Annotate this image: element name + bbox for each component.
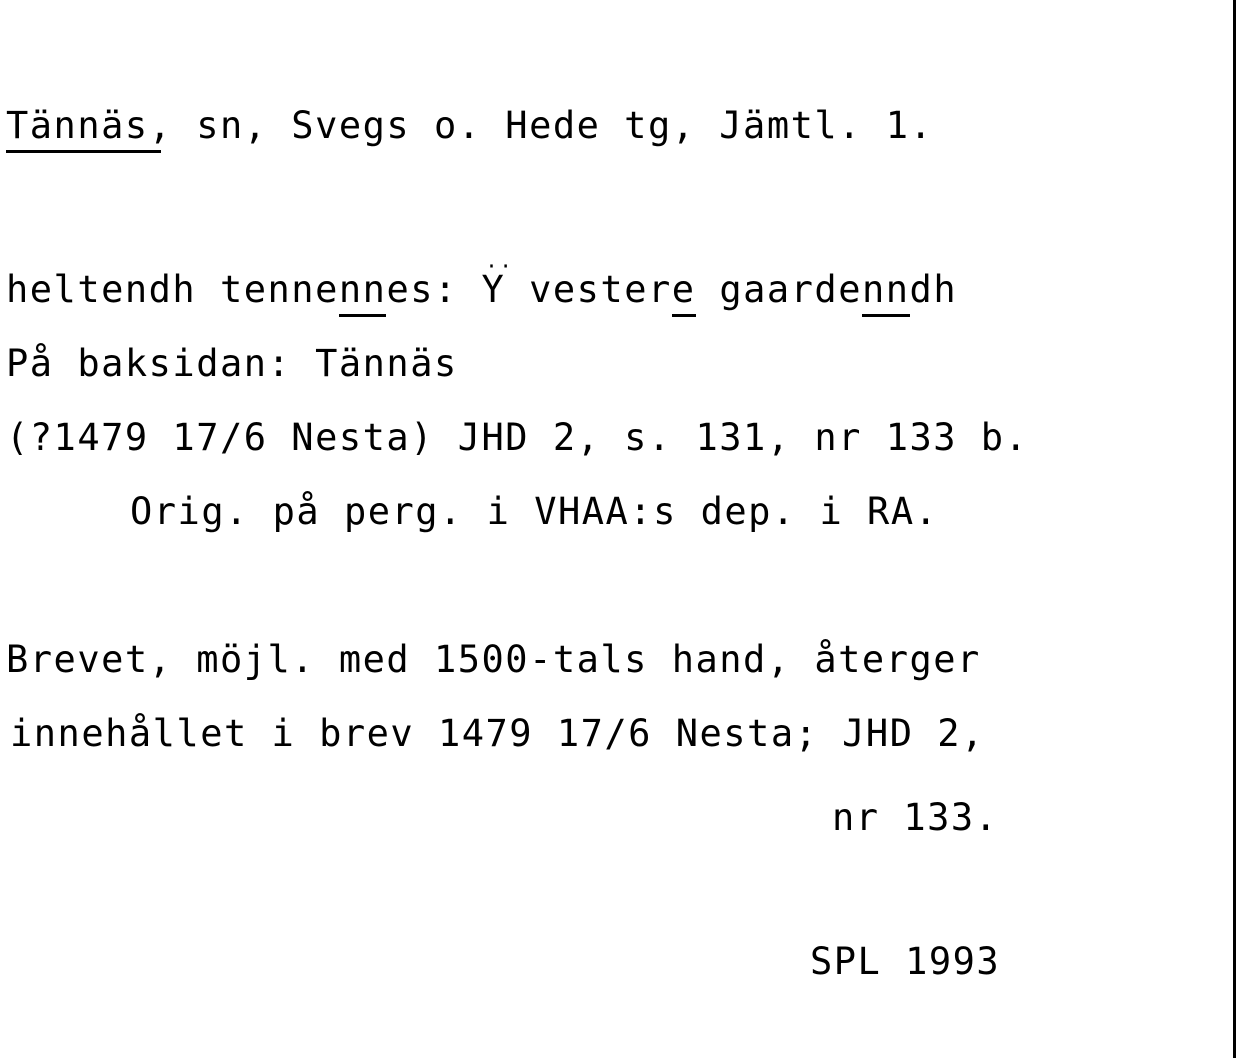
quoted-form-part: gaarde <box>695 268 862 311</box>
handwritten-y-dots: ·· <box>485 254 514 278</box>
quoted-form-part: dh <box>909 268 958 311</box>
quoted-form-part: vester <box>505 268 672 311</box>
place-name: Tännäs <box>6 104 149 147</box>
quoted-form-underlined-part: nn <box>861 268 910 311</box>
note-line-3: nr 133. <box>832 796 999 839</box>
heading-line <box>6 104 933 148</box>
card-right-edge <box>1233 0 1236 1058</box>
signature: SPL 1993 <box>810 940 1001 983</box>
quoted-form-part: es: <box>386 268 482 311</box>
place-description: , sn, Svegs o. Hede tg, Jämtl. 1. <box>148 104 934 147</box>
quoted-form-underlined-part: nn <box>338 268 387 311</box>
quoted-form-underlined-part: e <box>671 268 696 311</box>
handwritten-y-mark <box>481 254 514 312</box>
original-location-line: Orig. på perg. i VHAA:s dep. i RA. <box>130 490 939 533</box>
quoted-form-line <box>6 254 958 312</box>
note-line-2: innehållet i brev 1479 17/6 Nesta; JHD 2, <box>10 712 985 755</box>
quoted-form-part: heltendh tenne <box>6 268 339 311</box>
reverse-side-line: På baksidan: Tännäs <box>6 342 458 385</box>
source-reference-line: (?1479 17/6 Nesta) JHD 2, s. 131, nr 133 b. <box>6 416 1029 459</box>
note-line-1: Brevet, möjl. med 1500-tals hand, återger <box>6 638 981 681</box>
handwritten-y-letter: Y <box>481 268 506 311</box>
